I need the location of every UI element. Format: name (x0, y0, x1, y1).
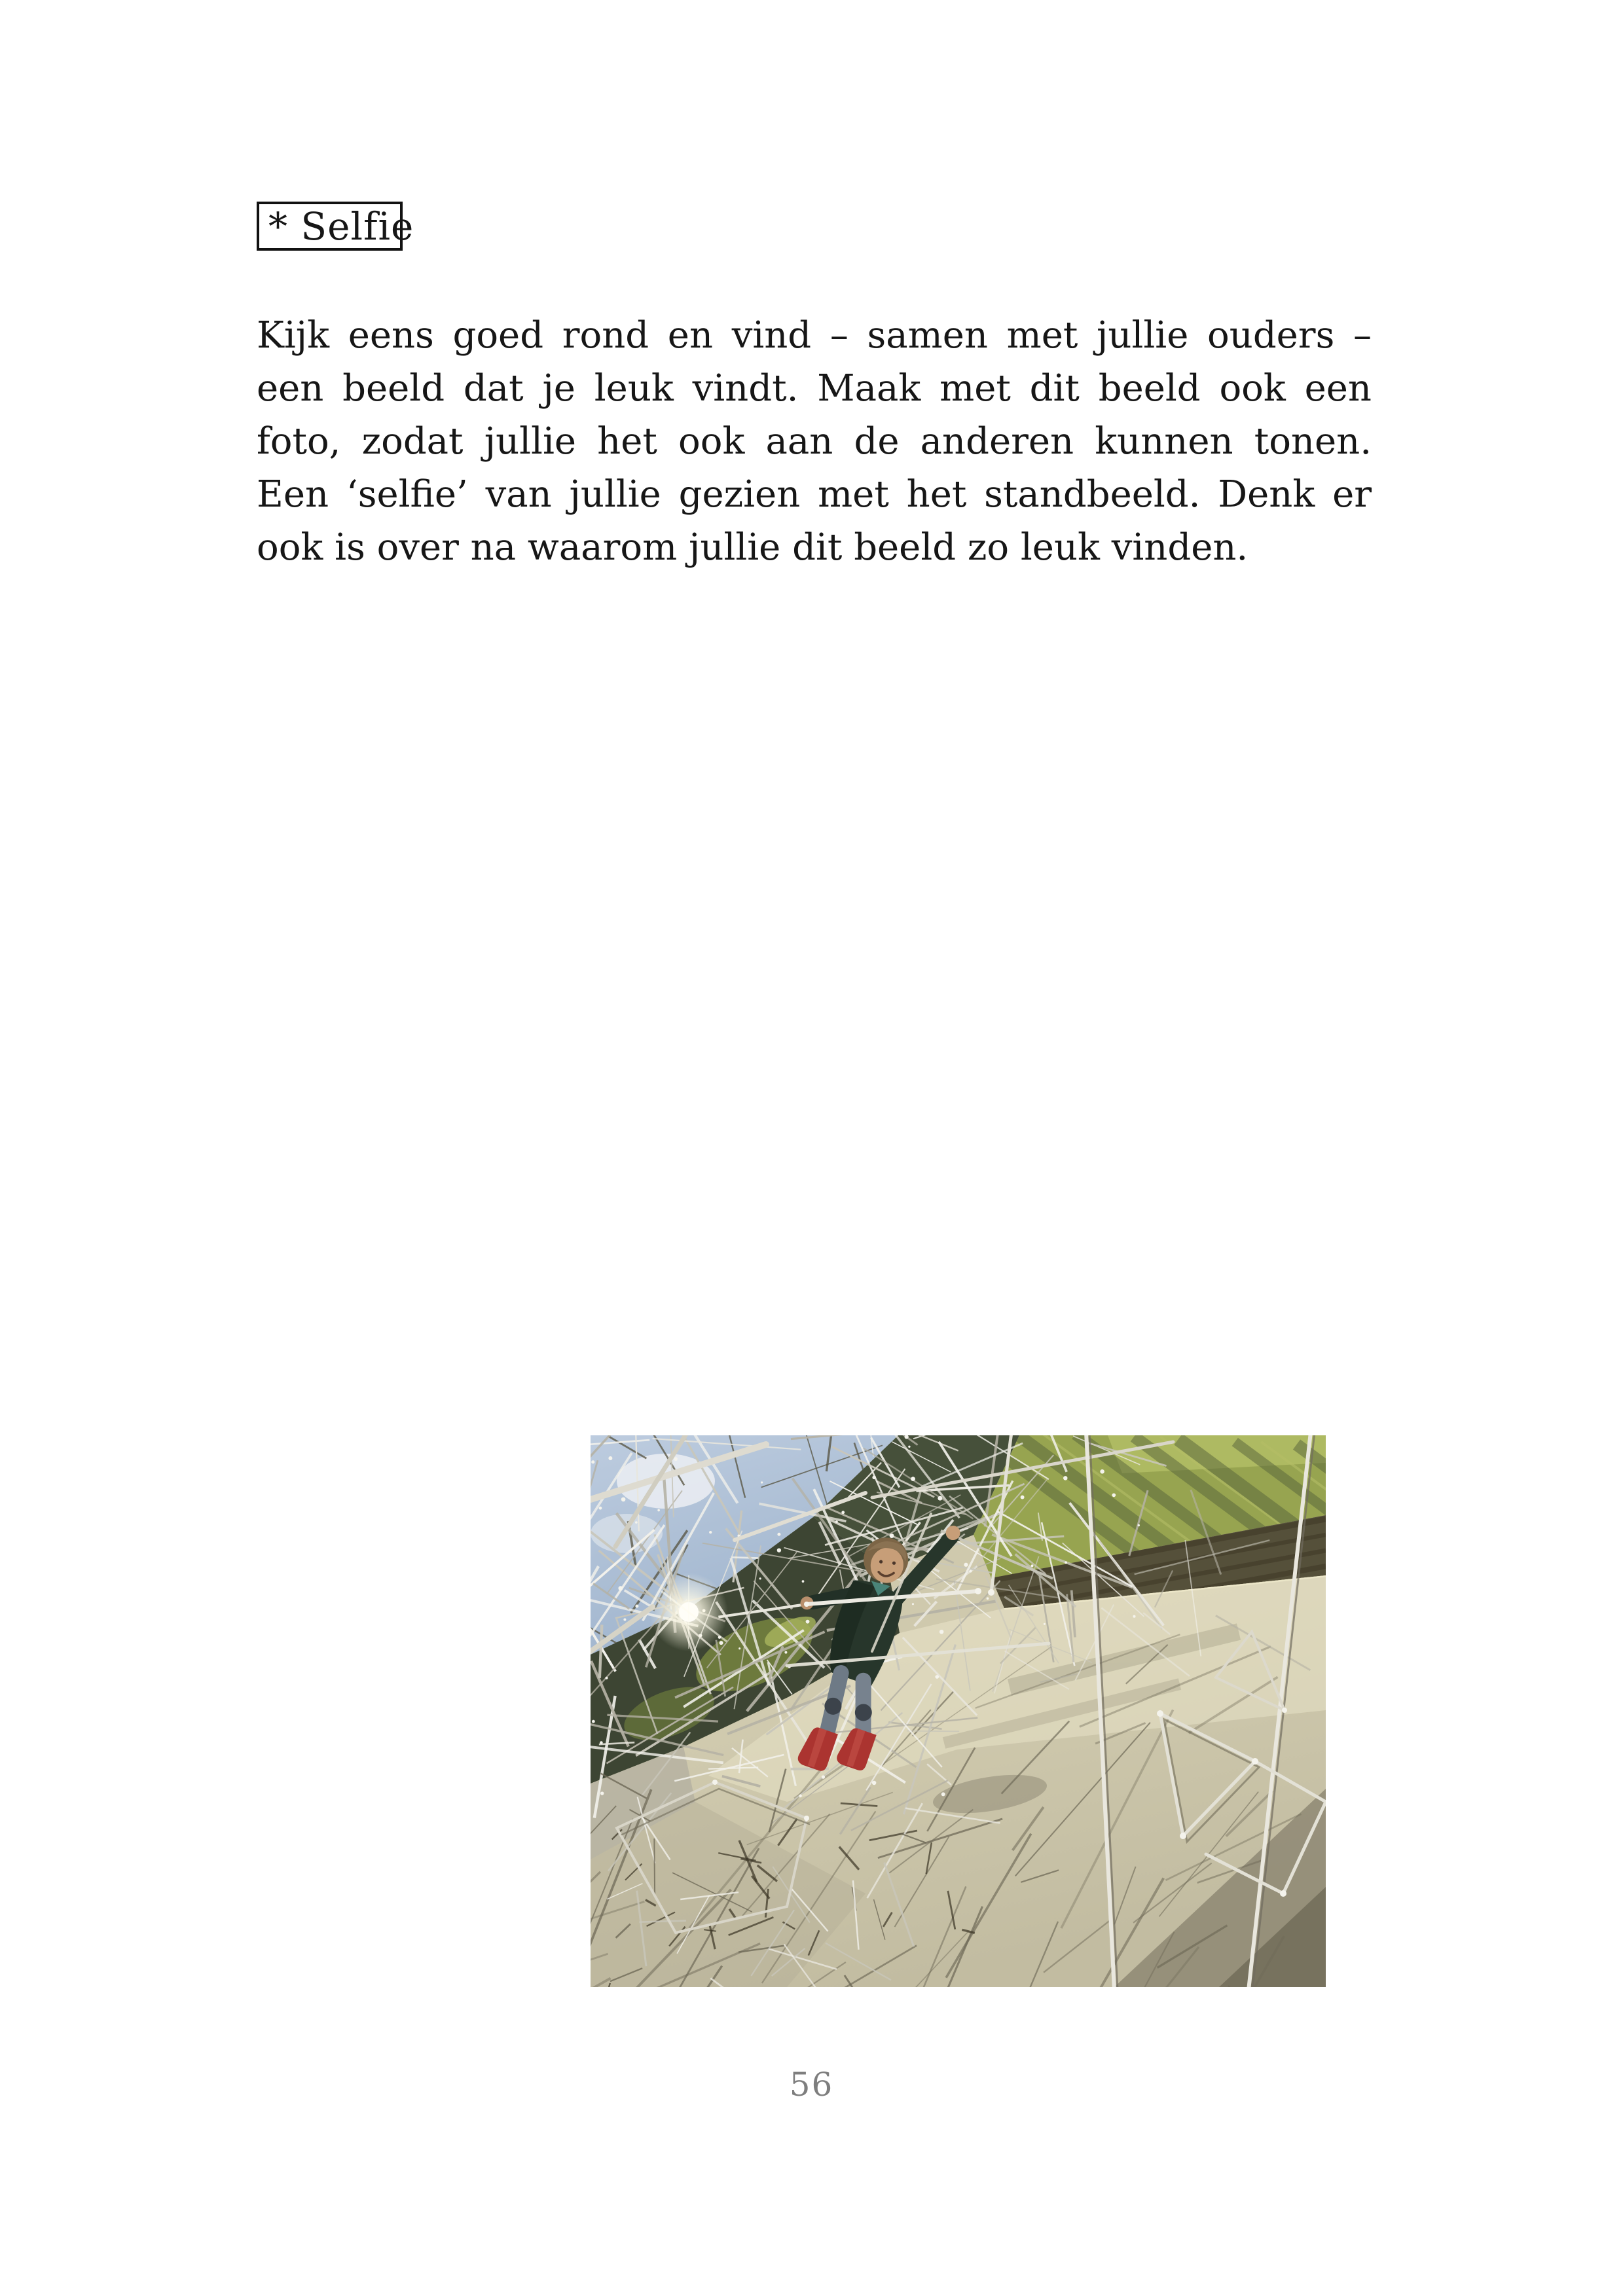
paragraph-line: foto, zodat jullie het ook aan de anderen kunnen tonen. (257, 420, 1372, 463)
paragraph-line: Kijk eens goed rond en vind – samen met jullie ouders – (257, 314, 1372, 357)
section-title-box (257, 202, 414, 251)
paragraph-line: ook is over na waarom jullie dit beeld zo leuk vinden. (257, 526, 1249, 569)
photo-image (591, 1435, 1326, 1987)
paragraph-line: een beeld dat je leuk vindt. Maak met dit beeld ook een (257, 367, 1372, 410)
body-paragraph (257, 309, 1372, 574)
page-number: 56 (789, 2066, 834, 2104)
paragraph-line: Een ‘selfie’ van jullie gezien met het standbeeld. Denk er (257, 473, 1372, 516)
photo-child-in-wire-sculpture (591, 1435, 1326, 1987)
section-title-label: * Selfie (268, 204, 414, 249)
sun-flare (649, 1573, 728, 1651)
